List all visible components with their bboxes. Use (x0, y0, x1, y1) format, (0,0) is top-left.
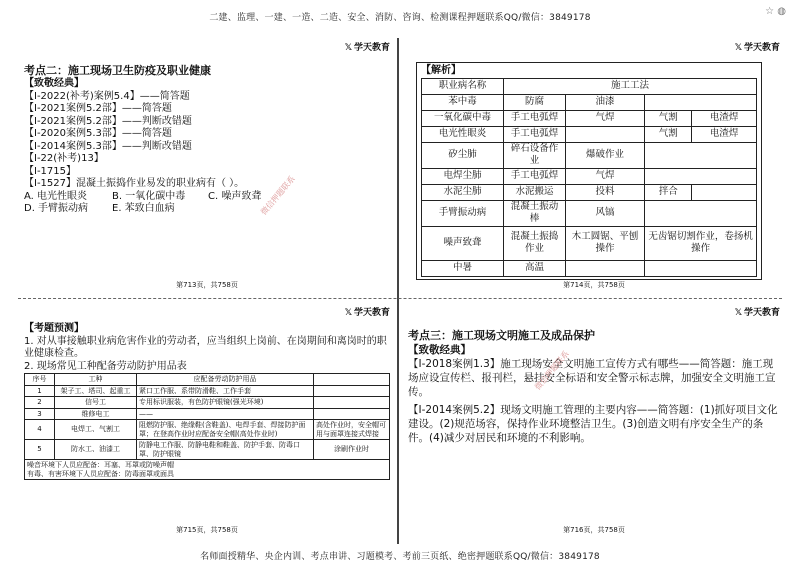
watermark: 微信押题联系 (533, 349, 571, 392)
table-cell: 1 (25, 385, 55, 397)
table-cell: 电焊尘肺 (422, 168, 504, 184)
classic-heading: 【致敬经典】 (24, 78, 84, 89)
table-cell: 拌合 (645, 184, 692, 200)
option-b: B. 一氧化碳中毒 (112, 190, 186, 202)
table-cell: 手臂振动病 (422, 200, 504, 226)
table-cell: 气焊 (565, 110, 644, 126)
header-cell: 职业病名称 (422, 78, 504, 94)
table-row (422, 94, 757, 110)
brand-name: 学天教育 (353, 308, 390, 318)
vertical-divider (397, 38, 399, 544)
table-cell (645, 94, 757, 110)
table-cell (314, 385, 390, 397)
table-row (422, 260, 757, 276)
table-cell: 涂刷作业时 (314, 440, 390, 460)
header-cell: 应配备劳动防护用品 (137, 374, 314, 386)
table-cell: 木工圆锯、平刨操作 (565, 226, 644, 260)
disease-table (421, 78, 757, 277)
table-cell: 中暑 (422, 260, 504, 276)
table-cell (314, 397, 390, 409)
table-cell: 防腐 (504, 94, 566, 110)
case-paragraph-2: 【Ⅰ-2014案例5.2】现场文明施工管理的主要内容——简答题：(1)抓好项目文化建设。(2)规范场容，保持作业环境整洁卫生。(3)创造文明有序安全生产的条件。(4)减少对居民和环境的不利影响。 (408, 404, 778, 444)
brand-logo (345, 40, 390, 53)
table-row (422, 126, 757, 142)
table-cell (565, 260, 644, 276)
table-cell: 无齿锯切割作业，卷扬机操作 (645, 226, 757, 260)
table-cell: 水泥搬运 (504, 184, 566, 200)
brand-logo (735, 305, 780, 318)
note-line: 有毒、有害环境下人员应配备：防毒面罩或面具 (27, 469, 174, 478)
brand-icon: 𝕏 (734, 308, 742, 318)
brand-logo (735, 40, 780, 53)
ref-line: 【Ⅰ-22(补考)13】 (24, 153, 104, 164)
forecast-heading: 【考题预测】 (24, 323, 84, 334)
table-cell (645, 168, 757, 184)
table-cell (314, 408, 390, 420)
table-cell: 防静电工作服、防静电鞋和鞋盖、防护手套、防毒口罩、防护眼镜 (137, 440, 314, 460)
forecast-item-2: 2. 现场常见工种配备劳动防护用品表 (24, 360, 187, 372)
table-cell: 架子工、塔司、起重工 (55, 385, 137, 397)
table-row (25, 420, 390, 440)
protection-table (24, 373, 390, 480)
table-cell: 电焊工、气割工 (55, 420, 137, 440)
table-row (25, 408, 390, 420)
table-row (25, 385, 390, 397)
watermark: 微信押题联系 (259, 174, 297, 217)
section-title: 考点三：施工现场文明施工及成品保护 (408, 329, 595, 342)
analysis-box (416, 62, 762, 280)
table-cell: 4 (25, 420, 55, 440)
table-cell: 气焊 (565, 168, 644, 184)
table-cell: 电光性眼炎 (422, 126, 504, 142)
page-716 (408, 305, 780, 535)
brand-icon: 𝕏 (344, 308, 352, 318)
ref-line: 【Ⅰ-2014案例5.3部】——判断改错题 (24, 140, 192, 152)
page-713 (24, 40, 390, 290)
table-cell: 爆破作业 (565, 142, 644, 168)
note-line: 噪音环境下人员应配备：耳塞、耳罩或防噪声帽 (27, 461, 174, 469)
table-cell: 苯中毒 (422, 94, 504, 110)
table-row (25, 460, 390, 480)
option-c: C. 噪声致聋 (208, 190, 262, 202)
table-row (422, 168, 757, 184)
table-row (422, 142, 757, 168)
table-cell: 高温 (504, 260, 566, 276)
table-cell: 碎石设备作业 (504, 142, 566, 168)
page-number: 第714页，共758页 (563, 281, 625, 289)
header-cell: 序号 (25, 374, 55, 386)
table-note (25, 460, 390, 480)
brand-name: 学天教育 (743, 308, 780, 318)
option-e: E. 苯致白血病 (112, 203, 175, 214)
table-cell: 气割 (645, 110, 692, 126)
table-cell: 一氧化碳中毒 (422, 110, 504, 126)
table-row (25, 440, 390, 460)
option-a: A. 电光性眼炎 (24, 190, 88, 202)
classic-heading: 【致敬经典】 (408, 344, 471, 356)
corner-mark: ☆ ◍ (765, 6, 786, 17)
table-cell: 风镐 (565, 200, 644, 226)
table-cell: 电渣焊 (692, 126, 757, 142)
brand-name: 学天教育 (353, 43, 390, 53)
table-cell: 手工电弧焊 (504, 168, 566, 184)
table-cell: 防水工、油漆工 (55, 440, 137, 460)
page-number: 第713页，共758页 (176, 281, 238, 289)
table-cell: 矽尘肺 (422, 142, 504, 168)
analysis-heading: 【解析】 (421, 65, 461, 76)
header-cell: 施工工法 (504, 78, 757, 94)
table-cell (692, 184, 757, 200)
table-row (25, 397, 390, 409)
ref-line: 【Ⅰ-2021案例5.2部】——简答题 (24, 103, 172, 114)
table-row (422, 184, 757, 200)
brand-name: 学天教育 (743, 43, 780, 53)
table-cell: 油漆 (565, 94, 644, 110)
table-row (422, 110, 757, 126)
table-cell: 专用标识服装，有色防护眼镜(强光环境) (137, 397, 314, 409)
table-cell: 噪声致聋 (422, 226, 504, 260)
table-cell: 投料 (565, 184, 644, 200)
table-cell: 维修电工 (55, 408, 137, 420)
table-header-row (422, 78, 757, 94)
section-title: 考点二：施工现场卫生防疫及职业健康 (24, 64, 211, 77)
brand-icon: 𝕏 (734, 43, 742, 53)
forecast-item-1: 1. 对从事接触职业病危害作业的劳动者，应当组织上岗前、在岗期间和离岗时的职业健康检查。 (24, 335, 387, 359)
table-cell: 信号工 (55, 397, 137, 409)
table-header-row (25, 374, 390, 386)
table-cell: 高处作业时，安全帽可用与面罩连接式焊接 (314, 420, 390, 440)
ref-line: 【Ⅰ-1715】 (24, 165, 77, 177)
page-714 (408, 40, 780, 290)
header-cell: 工种 (55, 374, 137, 386)
table-cell: 阻燃防护服、绝缘鞋(含鞋盖)、电焊手套、焊接防护面罩；在登高作业时应配备安全帽(高处作业时) (137, 420, 314, 440)
case-paragraph-1: 【Ⅰ-2018案例1.3】施工现场安全文明施工宣传方式有哪些——简答题：施工现场应设宣传栏、报刊栏，悬挂安全标语和安全警示标志牌，加强安全文明施工宣传。 (408, 358, 776, 398)
page-715 (24, 305, 390, 535)
ref-line: 【Ⅰ-2021案例5.2部】——判断改错题 (24, 115, 192, 127)
table-cell: —— (137, 408, 314, 420)
table-cell: 5 (25, 440, 55, 460)
horizontal-divider (18, 298, 782, 299)
options (24, 191, 390, 216)
bottom-banner: 名师面授精华、央企内训、考点串讲、习题模考、考前三页纸、绝密押题联系QQ/微信：3849178 (200, 552, 600, 562)
ref-line: 【Ⅰ-2022(补考)案例5.4】——简答题 (24, 90, 190, 102)
option-d: D. 手臂振动病 (24, 203, 89, 214)
brand-logo (345, 305, 390, 318)
table-cell (645, 142, 757, 168)
table-cell: 手工电弧焊 (504, 110, 566, 126)
table-cell: 混凝土振动棒 (504, 200, 566, 226)
table-cell: 2 (25, 397, 55, 409)
table-cell: 混凝土振捣作业 (504, 226, 566, 260)
top-banner: 二建、监理、一建、一造、二造、安全、消防、咨询、检测课程押题联系QQ/微信：3849178 (209, 13, 591, 23)
header-cell (314, 374, 390, 386)
page-number: 第715页，共758页 (176, 526, 238, 534)
table-cell: 紧口工作服、系带防滑鞋、工作手套 (137, 385, 314, 397)
table-cell: 手工电弧焊 (504, 126, 566, 142)
table-cell: 3 (25, 408, 55, 420)
table-cell: 水泥尘肺 (422, 184, 504, 200)
table-row (422, 226, 757, 260)
table-cell (645, 200, 757, 226)
question: 【Ⅰ-1527】混凝土振捣作业易发的职业病有（ ）。 (24, 178, 245, 189)
page-number: 第716页，共758页 (563, 526, 625, 534)
brand-icon: 𝕏 (344, 43, 352, 53)
table-cell (565, 126, 644, 142)
table-cell: 电渣焊 (692, 110, 757, 126)
ref-line: 【Ⅰ-2020案例5.3部】——简答题 (24, 128, 172, 139)
table-cell: 气割 (645, 126, 692, 142)
table-cell (645, 260, 757, 276)
table-row (422, 200, 757, 226)
